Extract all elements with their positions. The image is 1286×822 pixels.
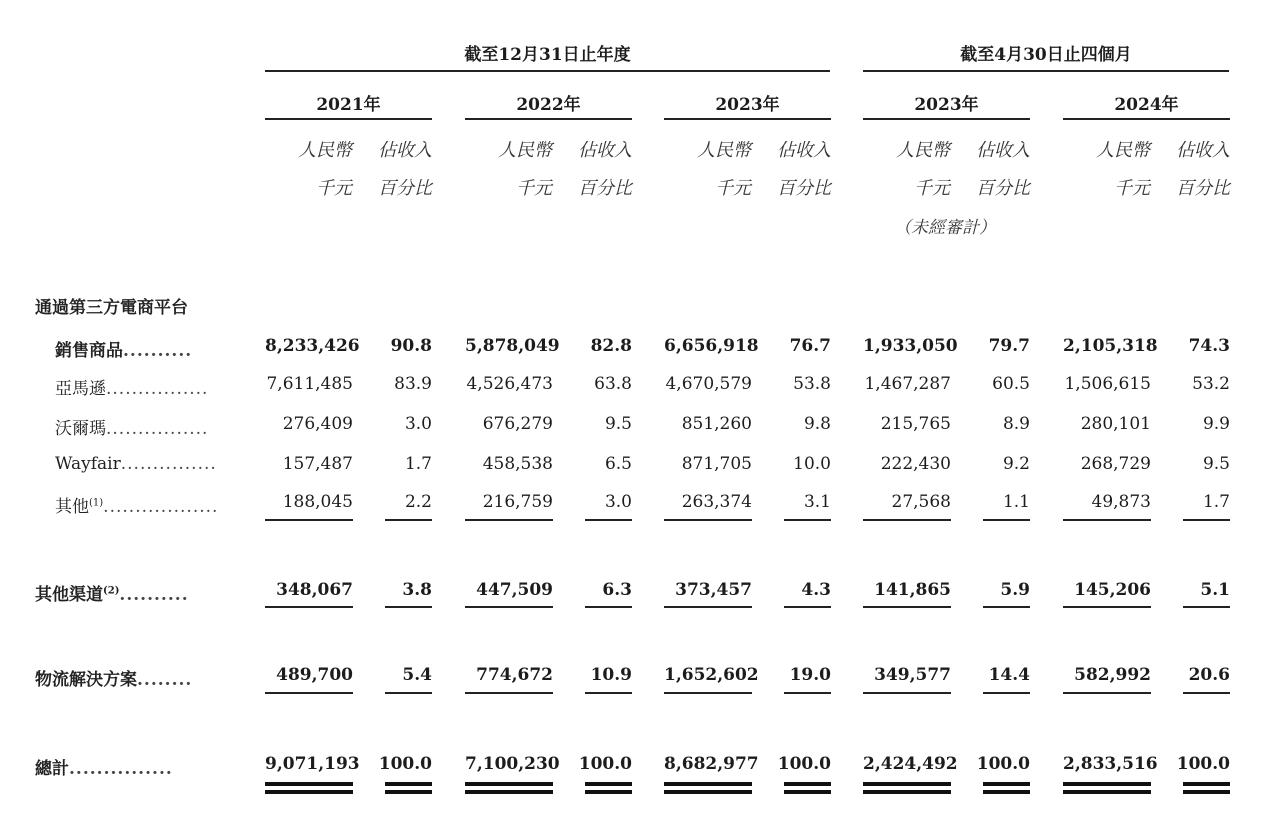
col-rmb-label: 人民幣 (896, 140, 950, 161)
subtotal-rule (265, 606, 353, 608)
table-cell: 19.0 (789, 665, 831, 685)
subtotal-rule (585, 606, 632, 608)
row-label-text: 銷售商品 (55, 341, 123, 361)
table-cell: 2,833,516 (1063, 754, 1158, 774)
row-label-text: Wayfair (55, 454, 121, 474)
table-cell: 27,568 (891, 492, 951, 512)
group-header-months: 截至4月30日止四個月 (960, 45, 1132, 65)
year-header-2023: 2023年 (715, 95, 780, 115)
leader-dots: .......... (123, 341, 193, 361)
year-rule-2024-4m (1063, 118, 1230, 120)
row-label-text: 通過第三方電商平台 (35, 298, 188, 318)
table-cell: 447,509 (476, 580, 553, 600)
total-double-rule-top (1063, 782, 1151, 786)
total-double-rule-top (983, 782, 1030, 786)
table-cell: 9.9 (1202, 414, 1230, 434)
table-cell: 1.7 (404, 454, 432, 474)
col-rmb-unit: 千元 (715, 178, 751, 199)
leader-dots: ............... (120, 454, 217, 474)
subtotal-rule (983, 606, 1030, 608)
year-header-2023-4m: 2023年 (914, 95, 979, 115)
total-double-rule-bottom (465, 790, 553, 794)
row-label-text: 總計 (35, 759, 69, 779)
col-pct-unit: 百分比 (976, 178, 1030, 199)
table-cell: 215,765 (880, 414, 951, 434)
total-double-rule-bottom (1183, 790, 1230, 794)
subtotal-rule (385, 692, 432, 694)
table-cell: 100.0 (777, 754, 831, 774)
col-pct-unit: 百分比 (578, 178, 632, 199)
year-header-2021: 2021年 (316, 95, 381, 115)
table-cell: 82.8 (590, 336, 632, 356)
table-cell: 76.7 (789, 336, 831, 356)
col-rmb-label: 人民幣 (298, 140, 352, 161)
table-cell: 63.8 (594, 374, 632, 394)
footnote-mark: (2) (103, 585, 120, 597)
subtotal-rule (1183, 606, 1230, 608)
total-double-rule-bottom (585, 790, 632, 794)
col-rmb-label: 人民幣 (697, 140, 751, 161)
total-double-rule-top (784, 782, 831, 786)
row-label-total (35, 754, 173, 779)
subtotal-rule (265, 519, 353, 521)
table-cell: 263,374 (681, 492, 752, 512)
col-pct-label: 佔收入 (1176, 140, 1230, 161)
year-rule-2022 (465, 118, 632, 120)
table-cell: 100.0 (578, 754, 632, 774)
total-double-rule-top (863, 782, 951, 786)
total-double-rule-bottom (863, 790, 951, 794)
leader-dots: ................ (106, 419, 209, 439)
table-cell: 458,538 (482, 454, 553, 474)
table-cell: 79.7 (988, 336, 1030, 356)
leader-dots: .................. (103, 497, 219, 517)
subtotal-rule (585, 692, 632, 694)
year-rule-2023-4m (863, 118, 1030, 120)
subtotal-rule (585, 519, 632, 521)
table-cell: 6,656,918 (664, 336, 759, 356)
table-cell: 8,682,977 (664, 754, 759, 774)
table-cell: 145,206 (1074, 580, 1151, 600)
table-cell: 3.1 (803, 492, 831, 512)
table-cell: 2,105,318 (1063, 336, 1158, 356)
col-pct-label: 佔收入 (777, 140, 831, 161)
col-pct-unit: 百分比 (777, 178, 831, 199)
table-cell: 349,577 (874, 665, 951, 685)
total-double-rule-top (664, 782, 752, 786)
table-cell: 676,279 (482, 414, 553, 434)
table-cell: 871,705 (681, 454, 752, 474)
subtotal-rule (784, 519, 831, 521)
table-cell: 2,424,492 (863, 754, 958, 774)
table-cell: 157,487 (282, 454, 353, 474)
table-cell: 6.3 (602, 580, 632, 600)
subtotal-rule (465, 606, 553, 608)
table-cell: 4.3 (801, 580, 831, 600)
col-pct-label: 佔收入 (976, 140, 1030, 161)
table-cell: 1,652,602 (664, 665, 759, 685)
group-header-year: 截至12月31日止年度 (464, 45, 631, 65)
table-cell: 188,045 (282, 492, 353, 512)
row-label-text: 物流解決方案 (35, 670, 137, 690)
row-label-text: 沃爾瑪 (55, 419, 106, 439)
table-cell: 53.2 (1192, 374, 1230, 394)
table-cell: 489,700 (276, 665, 353, 685)
table-cell: 1.7 (1202, 492, 1230, 512)
col-rmb-unit: 千元 (914, 178, 950, 199)
footnote-mark: (1) (89, 497, 104, 509)
col-pct-unit: 百分比 (1176, 178, 1230, 199)
table-cell: 7,100,230 (465, 754, 560, 774)
col-rmb-label: 人民幣 (1096, 140, 1150, 161)
subtotal-rule (465, 692, 553, 694)
subtotal-rule (465, 519, 553, 521)
table-cell: 3.0 (604, 492, 632, 512)
total-double-rule-bottom (385, 790, 432, 794)
table-cell: 222,430 (880, 454, 951, 474)
table-cell: 20.6 (1188, 665, 1230, 685)
table-cell: 1,933,050 (863, 336, 958, 356)
table-cell: 216,759 (482, 492, 553, 512)
table-cell: 10.0 (793, 454, 831, 474)
total-double-rule-top (465, 782, 553, 786)
table-cell: 6.5 (604, 454, 632, 474)
subtotal-rule (1063, 606, 1151, 608)
table-cell: 7,611,485 (266, 374, 353, 394)
table-cell: 100.0 (976, 754, 1030, 774)
year-header-2024-4m: 2024年 (1114, 95, 1179, 115)
table-cell: 280,101 (1080, 414, 1151, 434)
total-double-rule-bottom (1063, 790, 1151, 794)
table-cell: 276,409 (282, 414, 353, 434)
table-cell: 1,467,287 (864, 374, 951, 394)
col-rmb-unit: 千元 (516, 178, 552, 199)
group-header-months-rule (863, 70, 1229, 72)
col-pct-label: 佔收入 (378, 140, 432, 161)
row-label-third-party-platforms (35, 293, 188, 318)
table-cell: 5.9 (1000, 580, 1030, 600)
row-label-others (55, 492, 218, 517)
subtotal-rule (983, 519, 1030, 521)
leader-dots: .......... (119, 585, 189, 605)
total-double-rule-top (585, 782, 632, 786)
table-cell: 348,067 (276, 580, 353, 600)
leader-dots: ........ (137, 670, 193, 690)
table-cell: 5.1 (1200, 580, 1230, 600)
subtotal-rule (1183, 692, 1230, 694)
table-cell: 5.4 (402, 665, 432, 685)
col-pct-unit: 百分比 (378, 178, 432, 199)
table-cell: 10.9 (590, 665, 632, 685)
table-cell: 83.9 (394, 374, 432, 394)
col-pct-label: 佔收入 (578, 140, 632, 161)
leader-dots: ............... (69, 759, 173, 779)
subtotal-rule (784, 692, 831, 694)
table-cell: 9.2 (1002, 454, 1030, 474)
subtotal-rule (983, 692, 1030, 694)
table-cell: 2.2 (404, 492, 432, 512)
table-cell: 1.1 (1002, 492, 1030, 512)
row-label-text: 亞馬遜 (55, 379, 106, 399)
table-cell: 74.3 (1188, 336, 1230, 356)
table-cell: 1,506,615 (1064, 374, 1151, 394)
table-cell: 373,457 (675, 580, 752, 600)
table-cell: 774,672 (476, 665, 553, 685)
subtotal-rule (1183, 519, 1230, 521)
col-rmb-unit: 千元 (1114, 178, 1150, 199)
table-cell: 60.5 (992, 374, 1030, 394)
subtotal-rule (863, 692, 951, 694)
table-cell: 9.8 (803, 414, 831, 434)
row-label-text: 其他渠道 (35, 585, 103, 605)
subtotal-rule (1063, 519, 1151, 521)
table-cell: 100.0 (378, 754, 432, 774)
table-cell: 90.8 (390, 336, 432, 356)
year-rule-2023 (664, 118, 831, 120)
table-cell: 100.0 (1176, 754, 1230, 774)
table-cell: 49,873 (1091, 492, 1151, 512)
subtotal-rule (265, 692, 353, 694)
table-cell: 9.5 (1202, 454, 1230, 474)
total-double-rule-bottom (784, 790, 831, 794)
unaudited-note: （未經審計） (894, 218, 996, 238)
row-label-walmart (55, 414, 208, 439)
total-double-rule-top (385, 782, 432, 786)
total-double-rule-bottom (983, 790, 1030, 794)
table-cell: 4,526,473 (466, 374, 553, 394)
table-cell: 5,878,049 (465, 336, 560, 356)
table-cell: 141,865 (874, 580, 951, 600)
col-rmb-label: 人民幣 (498, 140, 552, 161)
table-cell: 14.4 (988, 665, 1030, 685)
table-cell: 851,260 (681, 414, 752, 434)
year-header-2022: 2022年 (516, 95, 581, 115)
row-label-sales-of-goods (55, 336, 192, 361)
subtotal-rule (863, 606, 951, 608)
table-cell: 8.9 (1002, 414, 1030, 434)
table-cell: 3.8 (402, 580, 432, 600)
row-label-amazon (55, 374, 208, 399)
year-rule-2021 (265, 118, 432, 120)
col-rmb-unit: 千元 (316, 178, 352, 199)
total-double-rule-top (1183, 782, 1230, 786)
row-label-other-channels (35, 580, 189, 605)
subtotal-rule (1063, 692, 1151, 694)
table-cell: 3.0 (404, 414, 432, 434)
subtotal-rule (385, 606, 432, 608)
table-cell: 8,233,426 (265, 336, 360, 356)
leader-dots: ................ (106, 379, 209, 399)
row-label-wayfair (55, 454, 217, 474)
subtotal-rule (784, 606, 831, 608)
table-cell: 4,670,579 (665, 374, 752, 394)
table-cell: 9,071,193 (265, 754, 360, 774)
row-label-text: 其他 (55, 497, 89, 517)
table-cell: 582,992 (1074, 665, 1151, 685)
group-header-year-rule (265, 70, 830, 72)
row-label-logistics-solutions (35, 665, 192, 690)
subtotal-rule (664, 692, 752, 694)
table-cell: 268,729 (1080, 454, 1151, 474)
table-cell: 9.5 (604, 414, 632, 434)
total-double-rule-bottom (265, 790, 353, 794)
total-double-rule-bottom (664, 790, 752, 794)
total-double-rule-top (265, 782, 353, 786)
subtotal-rule (664, 519, 752, 521)
table-cell: 53.8 (793, 374, 831, 394)
subtotal-rule (385, 519, 432, 521)
subtotal-rule (664, 606, 752, 608)
subtotal-rule (863, 519, 951, 521)
